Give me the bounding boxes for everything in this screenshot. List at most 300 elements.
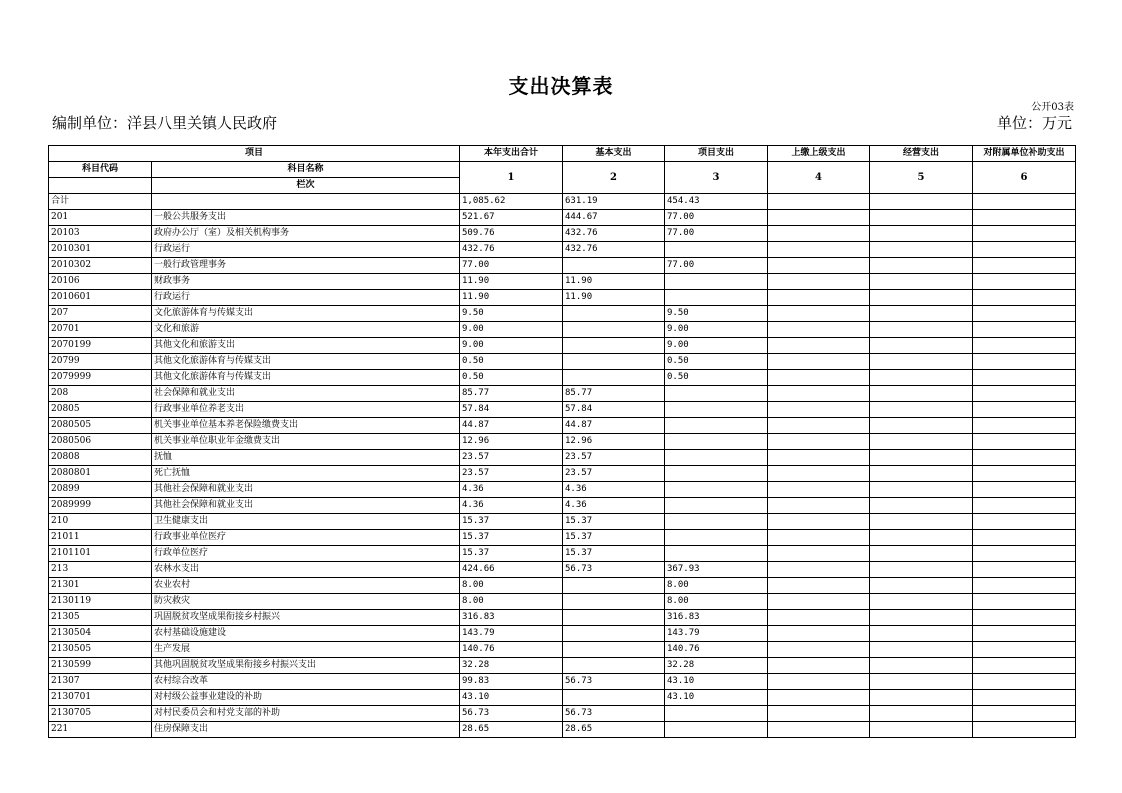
cell-basic: 28.65 (563, 722, 665, 738)
cell-subsidy (973, 562, 1076, 578)
table-row (49, 722, 1076, 738)
cell-total: 56.73 (460, 706, 563, 722)
cell-business (870, 706, 973, 722)
cell-subsidy (973, 338, 1076, 354)
cell-name: 行政运行 (152, 242, 460, 258)
cell-basic: 57.84 (563, 402, 665, 418)
table-row (49, 434, 1076, 450)
cell-total: 4.36 (460, 498, 563, 514)
cell-name: 对村级公益事业建设的补助 (152, 690, 460, 706)
cell-name (152, 194, 460, 210)
cell-name: 其他社会保障和就业支出 (152, 482, 460, 498)
table-row (49, 610, 1076, 626)
cell-name: 行政单位医疗 (152, 546, 460, 562)
cell-upper (768, 242, 870, 258)
cell-total: 9.00 (460, 322, 563, 338)
cell-total: 9.50 (460, 306, 563, 322)
cell-total: 11.90 (460, 274, 563, 290)
cell-total: 432.76 (460, 242, 563, 258)
cell-business (870, 242, 973, 258)
cell-basic (563, 594, 665, 610)
cell-basic: 432.76 (563, 242, 665, 258)
cell-subsidy (973, 242, 1076, 258)
cell-project: 143.79 (665, 626, 768, 642)
cell-code: 2130119 (49, 594, 152, 610)
cell-code: 20899 (49, 482, 152, 498)
header-item: 项目 (49, 146, 460, 162)
cell-business (870, 658, 973, 674)
cell-project: 0.50 (665, 354, 768, 370)
cell-code: 2080801 (49, 466, 152, 482)
cell-basic: 12.96 (563, 434, 665, 450)
cell-project (665, 514, 768, 530)
cell-upper (768, 274, 870, 290)
cell-upper (768, 546, 870, 562)
cell-code: 221 (49, 722, 152, 738)
cell-name: 抚恤 (152, 450, 460, 466)
cell-upper (768, 674, 870, 690)
cell-total: 23.57 (460, 466, 563, 482)
cell-subsidy (973, 194, 1076, 210)
cell-upper (768, 658, 870, 674)
table-row (49, 418, 1076, 434)
cell-business (870, 354, 973, 370)
cell-basic (563, 354, 665, 370)
cell-business (870, 466, 973, 482)
cell-project (665, 242, 768, 258)
cell-name: 文化旅游体育与传媒支出 (152, 306, 460, 322)
cell-name: 防灾救灾 (152, 594, 460, 610)
table-row (49, 210, 1076, 226)
cell-project (665, 418, 768, 434)
table-row (49, 658, 1076, 674)
table-row (49, 642, 1076, 658)
table-row (49, 626, 1076, 642)
cell-business (870, 546, 973, 562)
cell-upper (768, 338, 870, 354)
table-row (49, 370, 1076, 386)
cell-business (870, 498, 973, 514)
cell-basic (563, 690, 665, 706)
cell-project (665, 466, 768, 482)
header-subsidy: 对附属单位补助支出 (973, 146, 1076, 162)
cell-project: 77.00 (665, 258, 768, 274)
table-row (49, 594, 1076, 610)
cell-upper (768, 386, 870, 402)
cell-project (665, 498, 768, 514)
cell-business (870, 290, 973, 306)
cell-business (870, 578, 973, 594)
cell-total: 1,085.62 (460, 194, 563, 210)
cell-name: 农林水支出 (152, 562, 460, 578)
cell-upper (768, 514, 870, 530)
cell-name: 行政事业单位医疗 (152, 530, 460, 546)
cell-basic: 56.73 (563, 562, 665, 578)
cell-basic (563, 610, 665, 626)
cell-name: 一般行政管理事务 (152, 258, 460, 274)
cell-total: 28.65 (460, 722, 563, 738)
cell-business (870, 450, 973, 466)
cell-basic: 15.37 (563, 546, 665, 562)
cell-name: 一般公共服务支出 (152, 210, 460, 226)
col-num-2: 2 (563, 162, 665, 194)
table-row (49, 354, 1076, 370)
cell-business (870, 322, 973, 338)
cell-business (870, 642, 973, 658)
cell-name: 农业农村 (152, 578, 460, 594)
cell-basic: 11.90 (563, 290, 665, 306)
cell-code: 2080506 (49, 434, 152, 450)
cell-upper (768, 418, 870, 434)
cell-upper (768, 610, 870, 626)
cell-subsidy (973, 210, 1076, 226)
col-num-3: 3 (665, 162, 768, 194)
cell-total: 8.00 (460, 594, 563, 610)
cell-code: 21307 (49, 674, 152, 690)
header-business: 经营支出 (870, 146, 973, 162)
table-row (49, 226, 1076, 242)
table-row (49, 514, 1076, 530)
cell-code: 20103 (49, 226, 152, 242)
header-total: 本年支出合计 (460, 146, 563, 162)
cell-basic: 444.67 (563, 210, 665, 226)
table-row (49, 450, 1076, 466)
cell-basic: 85.77 (563, 386, 665, 402)
table-row (49, 562, 1076, 578)
cell-name: 行政事业单位养老支出 (152, 402, 460, 418)
cell-code: 20106 (49, 274, 152, 290)
cell-code: 2079999 (49, 370, 152, 386)
cell-basic: 56.73 (563, 706, 665, 722)
table-row (49, 498, 1076, 514)
cell-basic: 23.57 (563, 450, 665, 466)
cell-subsidy (973, 690, 1076, 706)
header-upper: 上缴上级支出 (768, 146, 870, 162)
cell-subsidy (973, 594, 1076, 610)
cell-upper (768, 434, 870, 450)
cell-name: 其他文化和旅游支出 (152, 338, 460, 354)
cell-subsidy (973, 402, 1076, 418)
cell-business (870, 434, 973, 450)
cell-upper (768, 642, 870, 658)
cell-basic (563, 322, 665, 338)
cell-upper (768, 306, 870, 322)
cell-basic: 44.87 (563, 418, 665, 434)
cell-business (870, 370, 973, 386)
cell-basic (563, 578, 665, 594)
cell-business (870, 626, 973, 642)
cell-subsidy (973, 306, 1076, 322)
cell-name: 文化和旅游 (152, 322, 460, 338)
cell-name: 死亡抚恤 (152, 466, 460, 482)
cell-subsidy (973, 514, 1076, 530)
cell-name: 卫生健康支出 (152, 514, 460, 530)
cell-project: 454.43 (665, 194, 768, 210)
cell-total: 57.84 (460, 402, 563, 418)
cell-project: 367.93 (665, 562, 768, 578)
cell-basic (563, 642, 665, 658)
cell-total: 0.50 (460, 354, 563, 370)
cell-subsidy (973, 418, 1076, 434)
cell-name: 农村基础设施建设 (152, 626, 460, 642)
cell-upper (768, 354, 870, 370)
cell-upper (768, 626, 870, 642)
cell-upper (768, 578, 870, 594)
form-number: 公开03表 (1031, 102, 1074, 113)
cell-project: 43.10 (665, 690, 768, 706)
cell-project (665, 450, 768, 466)
cell-project: 9.50 (665, 306, 768, 322)
cell-code: 207 (49, 306, 152, 322)
cell-upper (768, 722, 870, 738)
cell-code: 合计 (49, 194, 152, 210)
cell-code: 201 (49, 210, 152, 226)
cell-basic: 432.76 (563, 226, 665, 242)
cell-name: 财政事务 (152, 274, 460, 290)
cell-subsidy (973, 482, 1076, 498)
cell-subsidy (973, 642, 1076, 658)
cell-code: 213 (49, 562, 152, 578)
cell-basic: 4.36 (563, 482, 665, 498)
table-row (49, 482, 1076, 498)
cell-name: 其他巩固脱贫攻坚成果衔接乡村振兴支出 (152, 658, 460, 674)
cell-total: 44.87 (460, 418, 563, 434)
cell-basic: 631.19 (563, 194, 665, 210)
cell-project (665, 706, 768, 722)
cell-total: 85.77 (460, 386, 563, 402)
cell-total: 143.79 (460, 626, 563, 642)
cell-business (870, 530, 973, 546)
cell-name: 其他文化旅游体育与传媒支出 (152, 370, 460, 386)
cell-total: 43.10 (460, 690, 563, 706)
cell-code: 2080505 (49, 418, 152, 434)
header-column: 栏次 (152, 178, 460, 194)
table-row (49, 274, 1076, 290)
cell-subsidy (973, 578, 1076, 594)
cell-total: 316.83 (460, 610, 563, 626)
cell-project: 8.00 (665, 594, 768, 610)
cell-subsidy (973, 546, 1076, 562)
cell-business (870, 562, 973, 578)
cell-basic (563, 338, 665, 354)
cell-project: 140.76 (665, 642, 768, 658)
cell-subsidy (973, 674, 1076, 690)
cell-total: 521.67 (460, 210, 563, 226)
cell-subsidy (973, 274, 1076, 290)
cell-upper (768, 498, 870, 514)
table-row (49, 322, 1076, 338)
cell-code: 208 (49, 386, 152, 402)
table-row (49, 386, 1076, 402)
cell-upper (768, 482, 870, 498)
cell-upper (768, 370, 870, 386)
cell-code: 20799 (49, 354, 152, 370)
table-body (49, 194, 1076, 738)
cell-project (665, 546, 768, 562)
cell-project (665, 530, 768, 546)
cell-business (870, 226, 973, 242)
table-row (49, 690, 1076, 706)
cell-project (665, 290, 768, 306)
cell-subsidy (973, 610, 1076, 626)
cell-total: 8.00 (460, 578, 563, 594)
cell-total: 12.96 (460, 434, 563, 450)
cell-code: 20701 (49, 322, 152, 338)
cell-project: 9.00 (665, 322, 768, 338)
cell-name: 机关事业单位职业年金缴费支出 (152, 434, 460, 450)
currency-unit: 单位：万元 (996, 114, 1072, 132)
cell-total: 4.36 (460, 482, 563, 498)
cell-project (665, 434, 768, 450)
cell-project: 8.00 (665, 578, 768, 594)
cell-project (665, 274, 768, 290)
table-row (49, 530, 1076, 546)
cell-code: 2010601 (49, 290, 152, 306)
cell-project: 77.00 (665, 226, 768, 242)
cell-upper (768, 450, 870, 466)
table-row (49, 242, 1076, 258)
cell-name: 住房保障支出 (152, 722, 460, 738)
cell-business (870, 338, 973, 354)
cell-upper (768, 322, 870, 338)
cell-subsidy (973, 370, 1076, 386)
cell-name: 社会保障和就业支出 (152, 386, 460, 402)
cell-business (870, 258, 973, 274)
cell-business (870, 722, 973, 738)
cell-total: 99.83 (460, 674, 563, 690)
cell-basic: 4.36 (563, 498, 665, 514)
cell-total: 15.37 (460, 546, 563, 562)
cell-upper (768, 706, 870, 722)
cell-total: 9.00 (460, 338, 563, 354)
cell-code: 2130599 (49, 658, 152, 674)
table-row (49, 258, 1076, 274)
cell-name: 行政运行 (152, 290, 460, 306)
table-row (49, 402, 1076, 418)
cell-subsidy (973, 722, 1076, 738)
table-row (49, 546, 1076, 562)
cell-total: 509.76 (460, 226, 563, 242)
cell-total: 23.57 (460, 450, 563, 466)
cell-total: 77.00 (460, 258, 563, 274)
cell-subsidy (973, 258, 1076, 274)
cell-code: 2101101 (49, 546, 152, 562)
page-title: 支出决算表 (508, 74, 614, 98)
header-basic: 基本支出 (563, 146, 665, 162)
cell-business (870, 594, 973, 610)
cell-subsidy (973, 626, 1076, 642)
cell-basic: 11.90 (563, 274, 665, 290)
cell-total: 140.76 (460, 642, 563, 658)
cell-basic (563, 658, 665, 674)
cell-basic (563, 626, 665, 642)
cell-project (665, 722, 768, 738)
cell-project: 77.00 (665, 210, 768, 226)
cell-basic: 15.37 (563, 514, 665, 530)
cell-business (870, 194, 973, 210)
table-row (49, 578, 1076, 594)
cell-business (870, 402, 973, 418)
cell-name: 巩固脱贫攻坚成果衔接乡村振兴 (152, 610, 460, 626)
cell-business (870, 610, 973, 626)
cell-name: 农村综合改革 (152, 674, 460, 690)
cell-upper (768, 466, 870, 482)
cell-total: 32.28 (460, 658, 563, 674)
cell-project: 43.10 (665, 674, 768, 690)
header-row-2 (49, 162, 1076, 178)
cell-upper (768, 194, 870, 210)
cell-subsidy (973, 450, 1076, 466)
cell-business (870, 674, 973, 690)
cell-upper (768, 562, 870, 578)
cell-code: 21301 (49, 578, 152, 594)
cell-name: 政府办公厅（室）及相关机构事务 (152, 226, 460, 242)
table-row (49, 290, 1076, 306)
cell-code: 210 (49, 514, 152, 530)
cell-code: 20808 (49, 450, 152, 466)
header-code: 科目代码 (49, 162, 152, 178)
cell-subsidy (973, 290, 1076, 306)
cell-code: 20805 (49, 402, 152, 418)
cell-total: 0.50 (460, 370, 563, 386)
cell-business (870, 482, 973, 498)
cell-upper (768, 690, 870, 706)
cell-project (665, 386, 768, 402)
cell-subsidy (973, 706, 1076, 722)
cell-subsidy (973, 226, 1076, 242)
header-project: 项目支出 (665, 146, 768, 162)
cell-code: 2130504 (49, 626, 152, 642)
col-num-6: 6 (973, 162, 1076, 194)
cell-name: 其他社会保障和就业支出 (152, 498, 460, 514)
cell-subsidy (973, 530, 1076, 546)
table-row (49, 306, 1076, 322)
cell-project: 32.28 (665, 658, 768, 674)
cell-upper (768, 226, 870, 242)
cell-subsidy (973, 386, 1076, 402)
expenditure-table (48, 145, 1076, 738)
cell-total: 15.37 (460, 514, 563, 530)
header-code-blank (49, 178, 152, 194)
table-row (49, 194, 1076, 210)
col-num-4: 4 (768, 162, 870, 194)
cell-total: 11.90 (460, 290, 563, 306)
cell-subsidy (973, 434, 1076, 450)
cell-upper (768, 530, 870, 546)
cell-business (870, 210, 973, 226)
cell-basic: 23.57 (563, 466, 665, 482)
table-row (49, 674, 1076, 690)
cell-code: 21011 (49, 530, 152, 546)
cell-upper (768, 402, 870, 418)
cell-basic (563, 370, 665, 386)
cell-basic: 15.37 (563, 530, 665, 546)
header-name: 科目名称 (152, 162, 460, 178)
cell-upper (768, 210, 870, 226)
cell-basic: 56.73 (563, 674, 665, 690)
cell-name: 机关事业单位基本养老保险缴费支出 (152, 418, 460, 434)
cell-code: 21305 (49, 610, 152, 626)
cell-upper (768, 258, 870, 274)
cell-business (870, 386, 973, 402)
cell-name: 生产发展 (152, 642, 460, 658)
cell-code: 2010301 (49, 242, 152, 258)
cell-total: 15.37 (460, 530, 563, 546)
cell-project: 0.50 (665, 370, 768, 386)
cell-code: 2130705 (49, 706, 152, 722)
cell-code: 2010302 (49, 258, 152, 274)
cell-total: 424.66 (460, 562, 563, 578)
